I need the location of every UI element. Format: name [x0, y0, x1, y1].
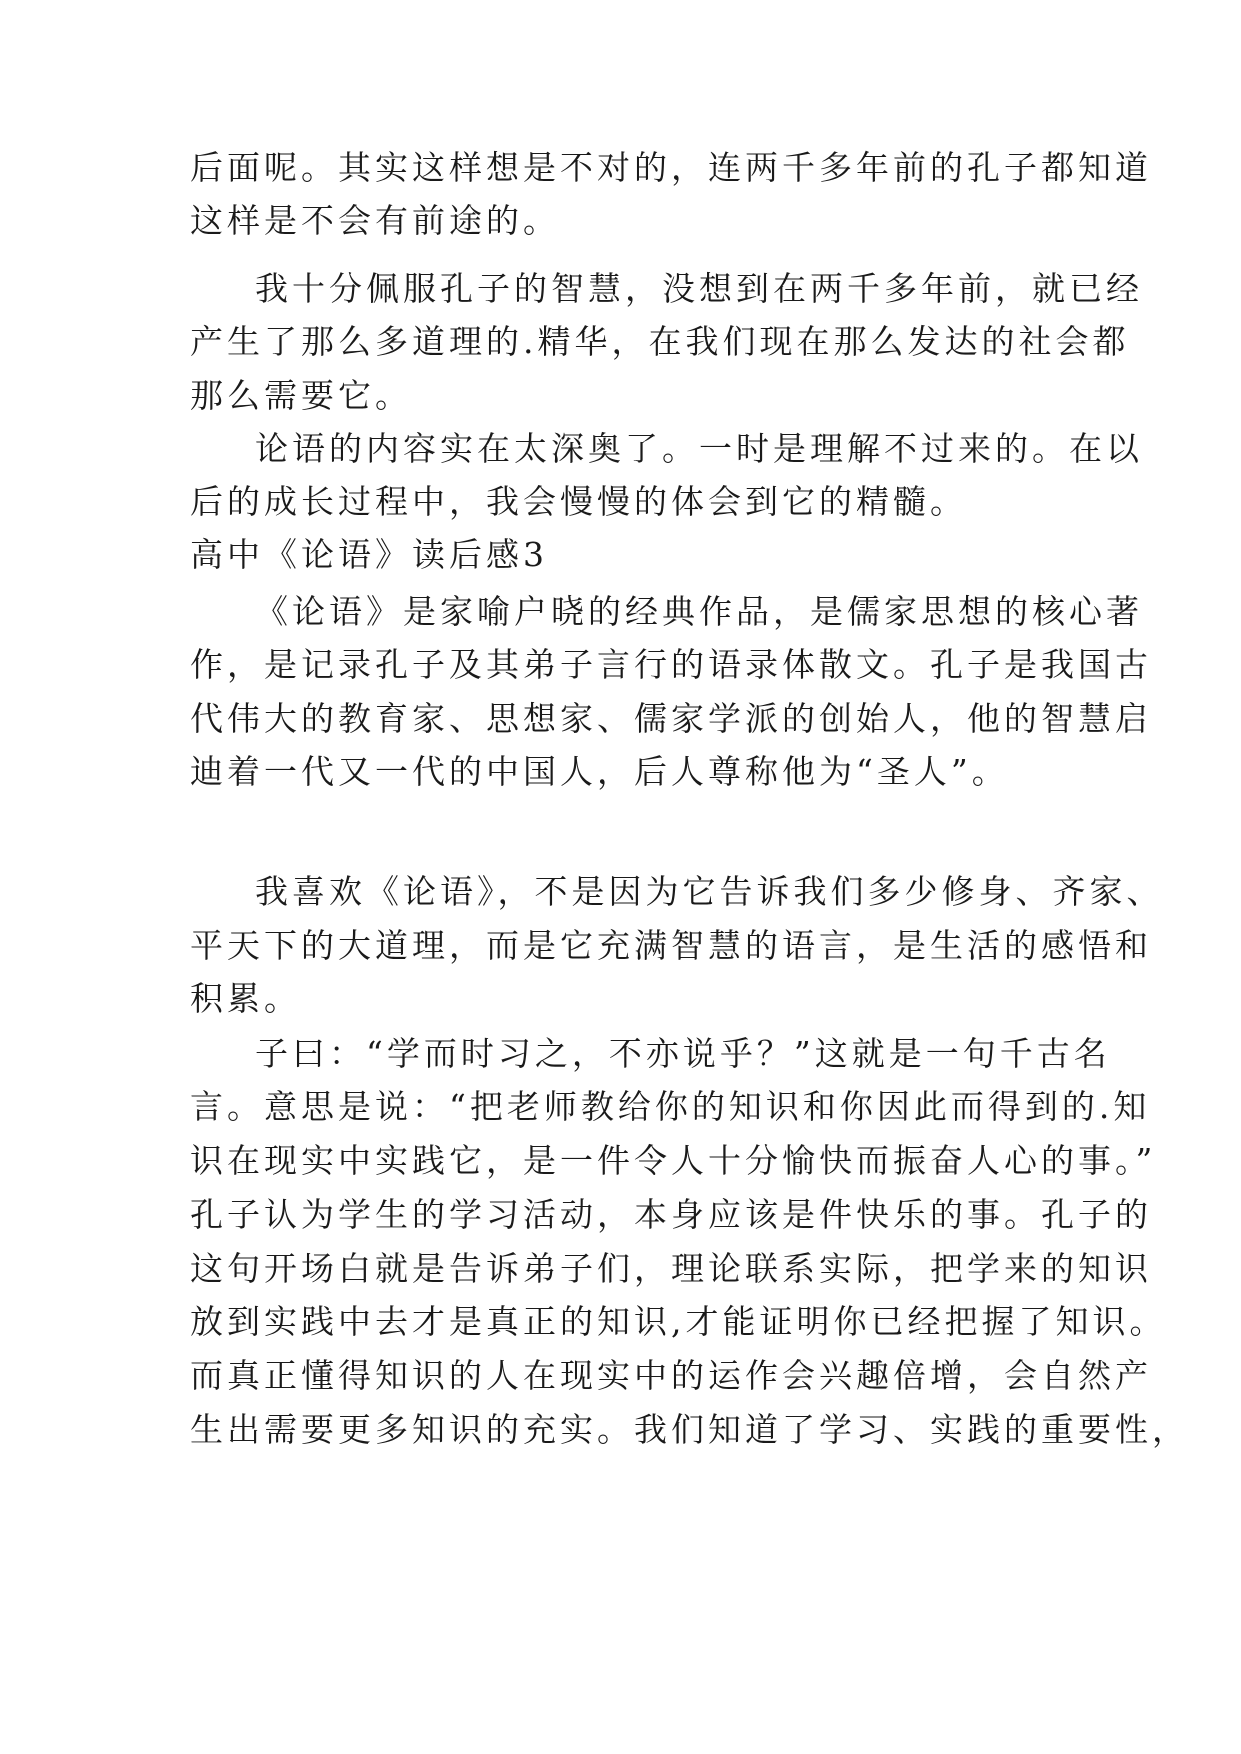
text-line: 放到实践中去才是真正的知识,才能证明你已经把握了知识。	[190, 1302, 1167, 1341]
text-line: 代伟大的教育家、思想家、儒家学派的创始人，他的智慧启	[190, 699, 1152, 738]
text-line: 子曰：“学而时习之，不亦说乎？”这就是一句千古名	[255, 1034, 1111, 1073]
text-line: 产生了那么多道理的.精华，在我们现在那么发达的社会都	[190, 322, 1130, 361]
text-line: 后面呢。其实这样想是不对的，连两千多年前的孔子都知道	[190, 148, 1152, 187]
text-line: 言。意思是说：“把老师教给你的知识和你因此而得到的.知	[190, 1087, 1151, 1126]
text-line: 孔子认为学生的学习活动，本身应该是件快乐的事。孔子的	[190, 1195, 1152, 1234]
text-line: 积累。	[190, 979, 301, 1018]
text-line: 这句开场白就是告诉弟子们，理论联系实际，把学来的知识	[190, 1249, 1152, 1288]
text-line: 后的成长过程中，我会慢慢的体会到它的精髓。	[190, 482, 967, 521]
text-line: 我喜欢《论语》，不是因为它告诉我们多少修身、齐家、	[255, 872, 1164, 911]
section-heading: 高中《论语》读后感3	[190, 535, 548, 574]
text-line: 这样是不会有前途的。	[190, 201, 560, 240]
text-line: 作，是记录孔子及其弟子言行的语录体散文。孔子是我国古	[190, 645, 1152, 684]
text-line: 那么需要它。	[190, 376, 412, 415]
text-line: 平天下的大道理，而是它充满智慧的语言，是生活的感悟和	[190, 926, 1152, 965]
text-line: 而真正懂得知识的人在现实中的运作会兴趣倍增，会自然产	[190, 1356, 1152, 1395]
text-line: 《论语》是家喻户晓的经典作品，是儒家思想的核心著	[255, 592, 1143, 631]
text-line: 迪着一代又一代的中国人，后人尊称他为“圣人”。	[190, 752, 1009, 791]
text-line: 我十分佩服孔子的智慧，没想到在两千多年前，就已经	[255, 269, 1143, 308]
text-line: 生出需要更多知识的充实。我们知道了学习、实践的重要性，	[190, 1410, 1189, 1449]
text-line: 识在现实中实践它，是一件令人十分愉快而振奋人心的事。”	[190, 1141, 1157, 1180]
text-line: 论语的内容实在太深奥了。一时是理解不过来的。在以	[255, 429, 1143, 468]
